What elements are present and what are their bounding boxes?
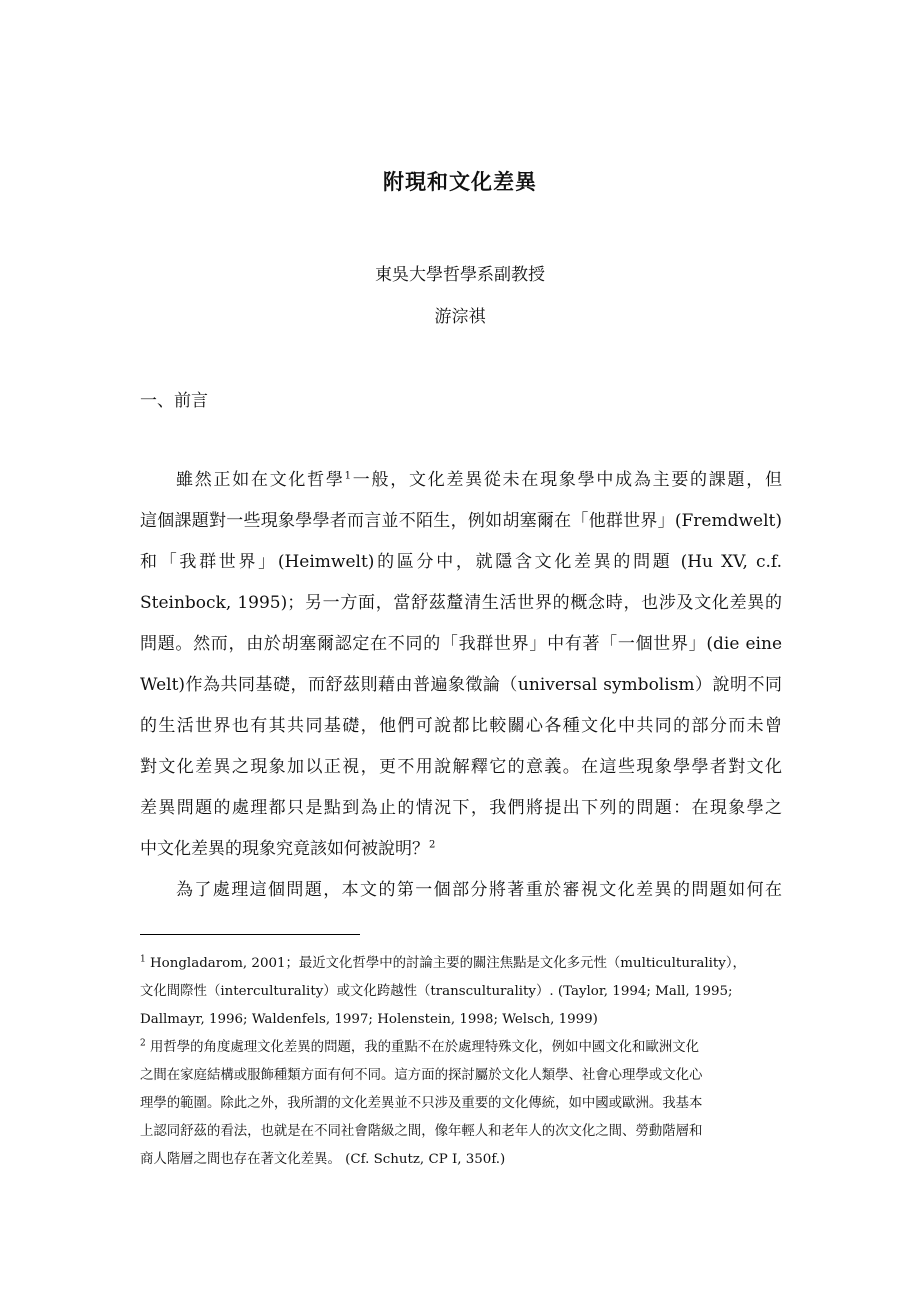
body-line: 為了處理這個問題，本文的第一個部分將著重於審視文化差異的問題如何在: [176, 880, 782, 900]
footnote-ref-1[interactable]: 1: [344, 470, 352, 482]
body-line: Welt)作為共同基礎，而舒茲則藉由普遍象徵論（universal symbolism）說明不同: [140, 675, 782, 695]
body-line: 對文化差異之現象加以正視，更不用說解釋它的意義。在這些現象學學者對文化: [140, 757, 782, 777]
footnotes: [140, 950, 786, 1174]
footnote-line: 商人階層之間也存在著文化差異。 (Cf. Schutz, CP I, 350f.): [140, 1152, 506, 1167]
author-name: 游淙祺: [434, 307, 486, 327]
footnote-line: Dallmayr, 1996; Waldenfels, 1997; Holenstein, 1998; Welsch, 1999): [140, 1012, 598, 1027]
body-line: 的生活世界也有其共同基礎，他們可說都比較關心各種文化中共同的部分而未曾: [140, 716, 782, 736]
footnote-separator: [140, 934, 360, 935]
footnote-ref-2[interactable]: 2: [429, 839, 436, 851]
footnote-line: 理學的範圍。除此之外，我所謂的文化差異並不只涉及重要的文化傳統，如中國或歐洲。我基本: [140, 1096, 703, 1111]
body-line: Steinbock, 1995)；另一方面，當舒茲釐清生活世界的概念時，也涉及文化差異的: [140, 593, 782, 613]
body-line: 問題。然而，由於胡塞爾認定在不同的「我群世界」中有著「一個世界」(die eine: [140, 634, 782, 654]
body-line: 差異問題的處理都只是點到為止的情況下，我們將提出下列的問題：在現象學之: [140, 798, 782, 818]
body-line: 和「我群世界」(Heimwelt)的區分中，就隱含文化差異的問題 (Hu XV, c.f.: [140, 552, 782, 572]
footnote-line: 之間在家庭結構或服飾種類方面有何不同。這方面的探討屬於文化人類學、社會心理學或文化心: [140, 1068, 703, 1083]
body-line: 中文化差異的現象究竟該如何被說明？$^2$: [140, 839, 436, 859]
footnote-line: $^2$ 用哲學的角度處理文化差異的問題，我的重點不在於處理特殊文化，例如中國文化和歐洲文化: [140, 1038, 700, 1055]
body-text: [140, 460, 782, 911]
footnote-line: 上認同舒茲的看法，也就是在不同社會階級之間，像年輕人和老年人的次文化之間、勞動階層和: [140, 1124, 703, 1139]
section-heading: 一、前言: [140, 391, 208, 411]
footnote-line: $^1$ Hongladarom, 2001；最近文化哲學中的討論主要的關注焦點是文化多元性（multiculturality），: [140, 954, 746, 971]
author-affiliation: 東吳大學哲學系副教授: [375, 265, 545, 285]
body-line: 雖然正如在文化哲學$^1$一般，文化差異從未在現象學中成為主要的課題，但: [176, 470, 782, 490]
body-line: 這個課題對一些現象學學者而言並不陌生，例如胡塞爾在「他群世界」(Fremdwelt): [140, 511, 782, 531]
footnote-line: 文化間際性（interculturality）或文化跨越性（transculturality）. (Taylor, 1994; Mall, 1995;: [140, 984, 733, 999]
paper-title: 附現和文化差異: [383, 169, 537, 194]
